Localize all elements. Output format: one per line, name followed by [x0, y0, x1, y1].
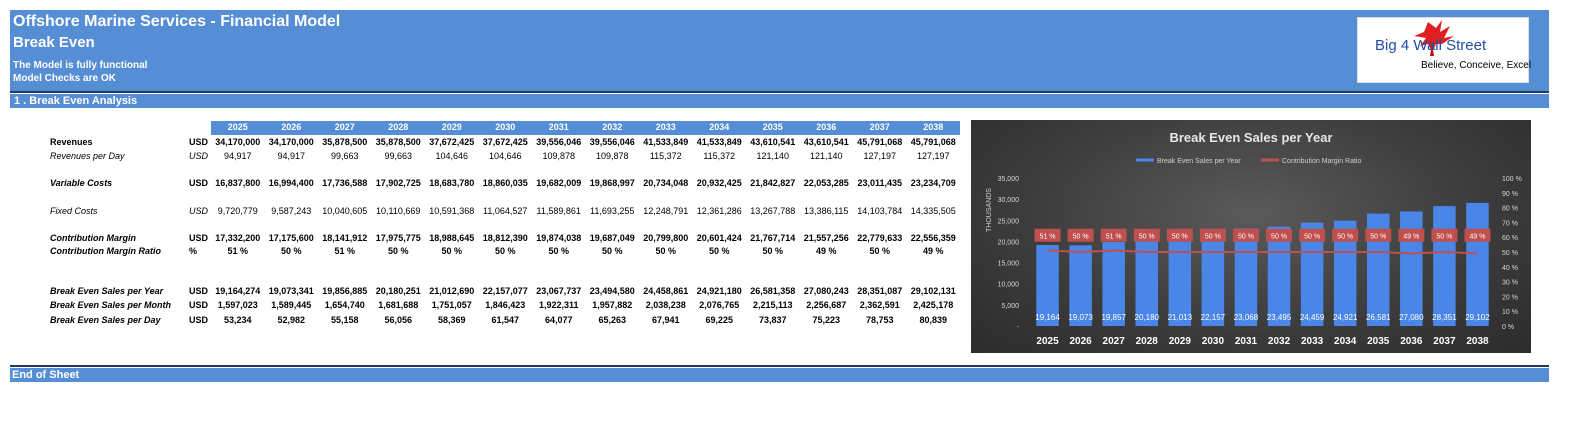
- footer-divider: [10, 365, 1549, 367]
- row-label: Revenues: [50, 137, 93, 147]
- x-tick-label: 2034: [1334, 336, 1357, 347]
- x-tick-label: 2030: [1201, 336, 1225, 347]
- table-cell: 21,557,256: [803, 233, 849, 243]
- table-cell: 24,921,180: [696, 286, 742, 296]
- x-tick-label: 2033: [1300, 336, 1324, 347]
- x-tick-label: 2031: [1234, 336, 1258, 347]
- table-cell: 109,878: [542, 151, 576, 161]
- table-cell: 16,837,800: [215, 178, 261, 188]
- table-cell: 20,932,425: [696, 178, 742, 188]
- table-cell: 13,267,788: [750, 206, 796, 216]
- table-cell: 45,791,068: [910, 137, 956, 147]
- y-tick-label: 30,000: [997, 197, 1019, 205]
- table-cell: 9,587,243: [271, 206, 312, 216]
- ratio-data-label: 50 %: [1138, 233, 1155, 241]
- row-label: Break Even Sales per Month: [50, 300, 172, 310]
- ratio-data-label: 50 %: [1337, 233, 1354, 241]
- table-cell: 23,494,580: [589, 286, 635, 296]
- table-cell: 10,110,669: [376, 206, 421, 216]
- table-cell: 127,197: [863, 151, 897, 161]
- table-cell: 17,175,600: [268, 233, 314, 243]
- table-cell: 50 %: [869, 246, 890, 256]
- table-cell: 104,646: [488, 151, 522, 161]
- table-cell: 2,256,687: [806, 300, 847, 310]
- table-cell: 45,791,068: [857, 137, 903, 147]
- table-cell: 22,157,077: [482, 286, 528, 296]
- table-cell: 18,683,780: [429, 178, 475, 188]
- table-cell: 14,335,505: [910, 206, 956, 216]
- year-header-2029: 2029: [441, 122, 462, 132]
- table-cell: 39,556,046: [589, 137, 635, 147]
- y2-tick-label: 10 %: [1502, 309, 1518, 317]
- table-cell: 19,687,049: [589, 233, 635, 243]
- table-cell: 1,597,023: [217, 300, 258, 310]
- x-tick-label: 2027: [1102, 336, 1125, 347]
- table-cell: 19,073,341: [268, 286, 314, 296]
- table-cell: 2,038,238: [645, 300, 686, 310]
- row-label: Fixed Costs: [50, 206, 98, 216]
- legend-label-bars: Break Even Sales per Year: [1157, 158, 1241, 165]
- y2-tick-label: 40 %: [1502, 264, 1518, 272]
- ratio-data-label: 51 %: [1039, 233, 1056, 241]
- table-cell: 41,533,849: [643, 137, 689, 147]
- table-cell: 61,547: [491, 315, 520, 325]
- table-cell: 1,957,882: [592, 300, 633, 310]
- bar-data-label: 27,080: [1399, 313, 1424, 322]
- table-cell: 2,215,113: [752, 300, 793, 310]
- x-tick-label: 2028: [1135, 336, 1158, 347]
- table-cell: 34,170,000: [215, 137, 261, 147]
- table-cell: 14,103,784: [857, 206, 903, 216]
- table-cell: 17,332,200: [215, 233, 261, 243]
- year-header-2032: 2032: [602, 122, 623, 132]
- bar-2031: [1235, 228, 1257, 326]
- x-tick-label: 2037: [1433, 336, 1456, 347]
- year-header-2034: 2034: [709, 122, 730, 132]
- table-cell: 78,753: [865, 315, 894, 325]
- table-cell: 43,610,541: [750, 137, 796, 147]
- table-cell: 11,693,255: [590, 206, 635, 216]
- bar-2037: [1433, 206, 1455, 326]
- table-cell: 109,878: [595, 151, 629, 161]
- table-cell: 80,839: [919, 315, 948, 325]
- bar-data-label: 21,013: [1167, 313, 1193, 322]
- table-cell: 19,868,997: [589, 178, 635, 188]
- y-tick-label: -: [1016, 324, 1019, 331]
- table-cell: 21,767,714: [750, 233, 796, 243]
- table-cell: 52,982: [277, 315, 306, 325]
- year-header-2038: 2038: [923, 122, 944, 132]
- year-header-2025: 2025: [227, 122, 248, 132]
- table-cell: 13,386,115: [804, 206, 849, 216]
- table-cell: 121,140: [809, 151, 843, 161]
- table-cell: 28,351,087: [857, 286, 903, 296]
- table-cell: 50 %: [548, 246, 569, 256]
- y2-tick-label: 0 %: [1502, 324, 1515, 331]
- table-cell: 69,225: [705, 315, 734, 325]
- bar-data-label: 29,102: [1465, 313, 1490, 322]
- row-unit: USD: [189, 137, 209, 147]
- row-unit: USD: [189, 206, 209, 216]
- table-cell: 99,663: [330, 151, 359, 161]
- y2-tick-label: 90 %: [1502, 190, 1518, 198]
- table-cell: 18,141,912: [322, 233, 368, 243]
- bar-data-label: 24,459: [1299, 313, 1325, 322]
- table-cell: 43,610,541: [803, 137, 849, 147]
- y-tick-label: 15,000: [997, 260, 1019, 268]
- table-cell: 10,591,368: [429, 206, 475, 216]
- table-cell: 50 %: [762, 246, 783, 256]
- table-cell: 23,234,709: [910, 178, 956, 188]
- table-cell: 35,878,500: [322, 137, 368, 147]
- table-cell: 1,922,311: [538, 300, 579, 310]
- y-tick-label: 20,000: [997, 239, 1019, 247]
- y2-tick-label: 100 %: [1502, 176, 1522, 183]
- table-cell: 56,056: [384, 315, 413, 325]
- year-header-2030: 2030: [495, 122, 516, 132]
- table-cell: 21,012,690: [429, 286, 475, 296]
- year-header-2035: 2035: [762, 122, 783, 132]
- table-cell: 18,812,390: [482, 233, 528, 243]
- table-cell: 41,533,849: [696, 137, 742, 147]
- row-label: Variable Costs: [50, 178, 113, 188]
- ratio-data-label: 50 %: [1237, 233, 1254, 241]
- table-cell: 121,140: [756, 151, 790, 161]
- bar-data-label: 19,857: [1101, 313, 1126, 322]
- table-cell: 35,878,500: [375, 137, 421, 147]
- logo-tagline: Believe, Conceive, Excel: [1421, 60, 1532, 71]
- table-cell: 115,372: [703, 151, 736, 161]
- table-cell: 2,076,765: [699, 300, 740, 310]
- table-cell: 50 %: [601, 246, 623, 256]
- table-cell: 17,975,775: [375, 233, 421, 243]
- table-cell: 34,170,000: [268, 137, 314, 147]
- row-unit: USD: [189, 300, 209, 310]
- table-cell: 58,369: [437, 315, 466, 325]
- row-label: Contribution Margin Ratio: [50, 246, 161, 256]
- y2-tick-label: 20 %: [1502, 294, 1518, 302]
- section-header: 1 . Break Even Analysis: [10, 94, 1549, 108]
- table-cell: 94,917: [223, 151, 252, 161]
- year-header-2036: 2036: [816, 122, 837, 132]
- y-tick-label: 35,000: [997, 176, 1019, 183]
- header-divider: [10, 91, 1549, 93]
- table-cell: 24,458,861: [643, 286, 689, 296]
- table-cell: 39,556,046: [536, 137, 582, 147]
- chart-title: Break Even Sales per Year: [1169, 130, 1333, 145]
- ratio-data-label: 50 %: [1304, 233, 1321, 241]
- table-cell: 21,842,827: [750, 178, 796, 188]
- table-cell: 99,663: [384, 151, 413, 161]
- bar-data-label: 22,157: [1200, 313, 1226, 322]
- table-cell: 11,589,861: [536, 206, 581, 216]
- row-unit: USD: [189, 178, 209, 188]
- row-unit: USD: [189, 151, 209, 161]
- table-cell: 20,734,048: [643, 178, 689, 188]
- table-cell: 51 %: [334, 246, 355, 256]
- year-header-2028: 2028: [388, 122, 409, 132]
- row-unit: USD: [189, 233, 209, 243]
- end-of-sheet-bar: End of Sheet: [10, 368, 1549, 382]
- bar-data-label: 23,068: [1233, 313, 1259, 322]
- table-cell: 1,846,423: [485, 300, 526, 310]
- year-header-2026: 2026: [281, 122, 302, 132]
- bar-data-label: 23,495: [1266, 313, 1292, 322]
- table-cell: 17,902,725: [375, 178, 421, 188]
- table-cell: 50 %: [708, 246, 730, 256]
- break-even-chart: [971, 120, 1531, 353]
- ratio-data-label: 50 %: [1072, 233, 1089, 241]
- year-header-2033: 2033: [655, 122, 676, 132]
- x-tick-label: 2026: [1069, 336, 1092, 347]
- table-cell: 50 %: [441, 246, 462, 256]
- table-cell: 12,248,791: [643, 206, 689, 216]
- y-tick-label: 25,000: [997, 218, 1019, 226]
- year-header-2027: 2027: [334, 122, 355, 132]
- table-cell: 1,654,740: [324, 300, 365, 310]
- y-axis-title: THOUSANDS: [986, 188, 993, 232]
- table-cell: 64,077: [544, 315, 573, 325]
- table-cell: 12,361,286: [696, 206, 742, 216]
- table-cell: 50 %: [655, 246, 676, 256]
- year-header-2031: 2031: [548, 122, 569, 132]
- company-logo: [1357, 17, 1532, 83]
- table-cell: 10,040,605: [322, 206, 368, 216]
- row-label: Break Even Sales per Day: [50, 315, 161, 325]
- bar-2036: [1400, 211, 1422, 326]
- table-cell: 19,856,885: [322, 286, 368, 296]
- table-cell: 104,646: [435, 151, 469, 161]
- ratio-data-label: 49 %: [1469, 233, 1486, 241]
- y2-tick-label: 70 %: [1502, 220, 1518, 228]
- x-tick-label: 2036: [1400, 336, 1423, 347]
- row-unit: USD: [189, 286, 209, 296]
- table-cell: 20,799,800: [643, 233, 689, 243]
- table-cell: 50 %: [280, 246, 302, 256]
- bar-data-label: 24,921: [1332, 313, 1358, 322]
- row-label: Revenues per Day: [50, 151, 125, 161]
- table-cell: 11,064,527: [483, 206, 528, 216]
- table-cell: 55,158: [330, 315, 359, 325]
- table-cell: 65,263: [598, 315, 627, 325]
- row-label: Break Even Sales per Year: [50, 286, 164, 296]
- x-tick-label: 2035: [1367, 336, 1390, 347]
- bar-data-label: 26,581: [1366, 313, 1391, 322]
- chart-canvas: [971, 120, 1531, 353]
- table-cell: 22,556,359: [910, 233, 956, 243]
- table-cell: 50 %: [494, 246, 516, 256]
- bar-2038: [1466, 203, 1488, 326]
- table-cell: 67,941: [651, 315, 680, 325]
- y2-tick-label: 30 %: [1502, 279, 1518, 287]
- table-cell: 51 %: [227, 246, 248, 256]
- year-header-2037: 2037: [869, 122, 890, 132]
- ratio-data-label: 49 %: [1403, 233, 1420, 241]
- ratio-data-label: 50 %: [1436, 233, 1453, 241]
- bar-2030: [1202, 232, 1224, 326]
- x-tick-label: 2029: [1168, 336, 1191, 347]
- legend-label-line: Contribution Margin Ratio: [1282, 158, 1362, 165]
- bar-data-label: 28,351: [1432, 313, 1457, 322]
- table-cell: 75,223: [812, 315, 841, 325]
- model-status: The Model is fully functional: [13, 60, 148, 71]
- row-unit: %: [189, 246, 198, 256]
- y-tick-label: 10,000: [997, 281, 1019, 289]
- table-cell: 19,682,009: [536, 178, 582, 188]
- table-cell: 27,080,243: [803, 286, 849, 296]
- table-cell: 73,837: [758, 315, 787, 325]
- x-tick-label: 2025: [1036, 336, 1059, 347]
- table-cell: 2,362,591: [859, 300, 900, 310]
- x-tick-label: 2032: [1267, 336, 1291, 347]
- table-cell: 115,372: [649, 151, 682, 161]
- table-cell: 20,180,251: [375, 286, 421, 296]
- table-cell: 49 %: [815, 246, 837, 256]
- y2-tick-label: 80 %: [1502, 205, 1518, 213]
- ratio-data-label: 50 %: [1370, 233, 1387, 241]
- y-tick-label: 5,000: [1001, 302, 1019, 310]
- table-cell: 37,672,425: [482, 137, 528, 147]
- model-title: Offshore Marine Services - Financial Model: [13, 13, 341, 30]
- ratio-data-label: 50 %: [1171, 233, 1188, 241]
- table-cell: 94,917: [277, 151, 306, 161]
- table-cell: 22,053,285: [803, 178, 849, 188]
- bar-data-label: 20,180: [1134, 313, 1159, 322]
- sheet-title: Break Even: [13, 34, 95, 51]
- bar-data-label: 19,164: [1035, 313, 1060, 322]
- table-cell: 29,102,131: [910, 286, 956, 296]
- ratio-data-label: 50 %: [1271, 233, 1288, 241]
- table-cell: 1,751,057: [431, 300, 472, 310]
- table-cell: 18,988,645: [429, 233, 475, 243]
- table-cell: 53,234: [223, 315, 252, 325]
- bar-data-label: 19,073: [1068, 313, 1093, 322]
- logo-name: Big 4 Wall Street: [1375, 37, 1487, 54]
- table-cell: 127,197: [916, 151, 950, 161]
- table-cell: 26,581,358: [750, 286, 796, 296]
- x-tick-label: 2038: [1466, 336, 1489, 347]
- table-cell: 19,164,274: [215, 286, 261, 296]
- table-cell: 17,736,588: [322, 178, 368, 188]
- table-cell: 37,672,425: [429, 137, 475, 147]
- table-cell: 23,067,737: [536, 286, 582, 296]
- table-cell: 20,601,424: [696, 233, 742, 243]
- table-cell: 19,874,038: [536, 233, 582, 243]
- table-cell: 2,425,178: [913, 300, 954, 310]
- table-cell: 9,720,779: [217, 206, 258, 216]
- header-banner: [10, 10, 1549, 91]
- model-checks-status: Model Checks are OK: [13, 73, 116, 84]
- table-cell: 1,589,445: [271, 300, 312, 310]
- table-cell: 50 %: [387, 246, 409, 256]
- ratio-data-label: 51 %: [1105, 233, 1122, 241]
- y2-tick-label: 50 %: [1502, 250, 1518, 257]
- table-cell: 23,011,435: [857, 178, 903, 188]
- table-cell: 22,779,633: [857, 233, 903, 243]
- row-unit: USD: [189, 315, 209, 325]
- ratio-data-label: 50 %: [1204, 233, 1221, 241]
- row-label: Contribution Margin: [50, 233, 136, 243]
- table-cell: 18,860,035: [482, 178, 528, 188]
- table-cell: 49 %: [922, 246, 944, 256]
- y2-tick-label: 60 %: [1502, 235, 1518, 243]
- table-cell: 16,994,400: [268, 178, 314, 188]
- table-cell: 1,681,688: [378, 300, 419, 310]
